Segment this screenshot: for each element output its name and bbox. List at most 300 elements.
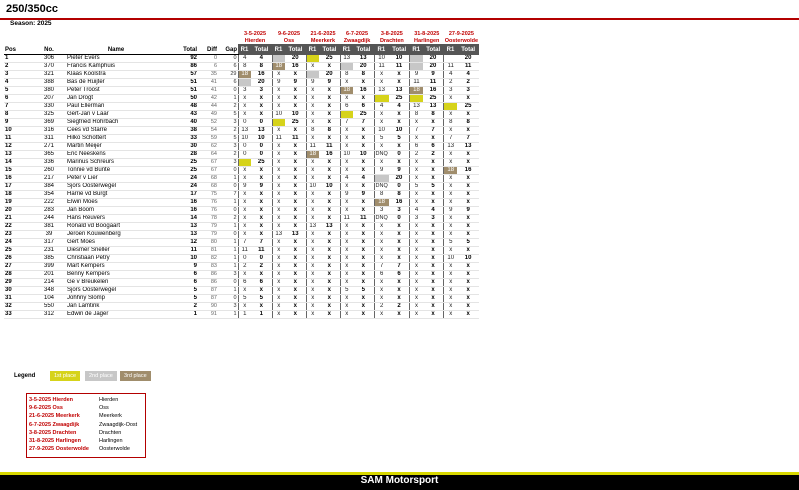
cell-name: Peter v Lier <box>66 174 166 182</box>
cell-race-total: 2 <box>389 302 410 310</box>
cell-race-points: x <box>272 198 285 206</box>
cell-race-points <box>306 70 319 78</box>
cell-race-points: x <box>340 310 353 318</box>
cell-name: Harrie vd Burgt <box>66 190 166 198</box>
cell-race-total: 10 <box>319 182 340 190</box>
cell-race-total: 9 <box>251 182 272 190</box>
cell-race-total: 25 <box>389 94 410 102</box>
cell-race-total: 16 <box>319 150 340 158</box>
cell-race-total: 6 <box>389 270 410 278</box>
cell-race-points: x <box>340 294 353 302</box>
cell-pos: 19 <box>4 198 32 206</box>
cell-race-total: 13 <box>251 126 272 134</box>
cell-race-total: 25 <box>285 118 306 126</box>
cell-number: 231 <box>32 246 66 254</box>
event-list-value: Oosterwolde <box>99 446 130 453</box>
cell-race-points: x <box>306 62 319 70</box>
cell-race-total: x <box>353 158 374 166</box>
cell-race-points: x <box>306 246 319 254</box>
cell-gap: 7 <box>218 190 238 198</box>
cell-number: 370 <box>32 62 66 70</box>
event-list-item <box>29 404 143 412</box>
cell-race-points: x <box>238 166 251 174</box>
cell-race-total: 9 <box>423 70 444 78</box>
cell-race-points: x <box>306 262 319 270</box>
event-header: 6-7-2025 Zwaagdijk <box>343 31 371 44</box>
cell-race-points <box>238 158 251 166</box>
cell-diff: 76 <box>198 206 218 214</box>
cell-race-points: x <box>238 222 251 230</box>
cell-race-total: x <box>285 158 306 166</box>
cell-race-total: 13 <box>457 142 479 150</box>
cell-race-points: x <box>272 126 285 134</box>
cell-race-points: 18 <box>340 86 353 94</box>
table-row <box>4 238 479 246</box>
footer-bar <box>0 472 799 490</box>
cell-race-points: 3 <box>410 214 423 222</box>
cell-race-total: x <box>319 206 340 214</box>
cell-name: Ge v Breukelen <box>66 278 166 286</box>
cell-race-total: x <box>285 150 306 158</box>
cell-race-points: 0 <box>238 150 251 158</box>
cell-race-points: x <box>306 166 319 174</box>
cell-race-points: 3 <box>444 86 458 94</box>
cell-gap: 3 <box>218 118 238 126</box>
cell-number: 214 <box>32 278 66 286</box>
cell-race-total: x <box>423 118 444 126</box>
cell-race-points: 4 <box>238 54 251 62</box>
cell-race-points <box>374 174 389 182</box>
cell-race-points: DNQ <box>375 214 388 221</box>
cell-total: 13 <box>166 230 198 238</box>
cell-gap: 1 <box>218 174 238 182</box>
cell-diff: 87 <box>198 294 218 302</box>
cell-race-total: x <box>285 286 306 294</box>
cell-race-points: 9 <box>374 166 389 174</box>
cell-pos: 21 <box>4 214 32 222</box>
cell-total: 43 <box>166 110 198 118</box>
cell-race-points: x <box>444 230 458 238</box>
cell-race-total: x <box>389 118 410 126</box>
cell-race-points: x <box>444 222 458 230</box>
cell-gap: 1 <box>218 262 238 270</box>
cell-race-total: 3 <box>389 206 410 214</box>
cell-name: Hans Reuvers <box>66 214 166 222</box>
cell-race-points: 11 <box>340 214 353 222</box>
cell-race-points: DNQ <box>375 182 388 189</box>
cell-name: Klaas Koolstra <box>66 70 166 78</box>
cell-race-total: 16 <box>285 62 306 70</box>
cell-name: Diesmer Sneller <box>66 246 166 254</box>
event-list-key: 27-9-2025 Oosterwolde <box>29 446 89 453</box>
cell-race-points: 4 <box>374 102 389 110</box>
cell-race-total: 8 <box>389 190 410 198</box>
cell-race-points: 7 <box>340 118 353 126</box>
cell-race-total: x <box>285 142 306 150</box>
cell-race-total: x <box>353 302 374 310</box>
cell-race-total: x <box>389 222 410 230</box>
event-list-value: Meerkerk <box>99 413 122 420</box>
cell-race-points: x <box>306 134 319 142</box>
cell-race-points: x <box>410 262 423 270</box>
cell-race-points: x <box>340 78 353 86</box>
table-row <box>4 246 479 254</box>
legend-first-place: 1st place <box>50 371 80 381</box>
cell-race-total: x <box>319 294 340 302</box>
cell-race-total: x <box>251 270 272 278</box>
cell-diff: 86 <box>198 270 218 278</box>
cell-race-points: x <box>272 294 285 302</box>
cell-race-points: x <box>340 166 353 174</box>
cell-race-total: x <box>353 310 374 318</box>
cell-race-total: x <box>319 134 340 142</box>
cell-diff: 41 <box>198 86 218 94</box>
cell-race-total: 6 <box>423 142 444 150</box>
cell-race-total: 20 <box>457 54 479 62</box>
column-header-row <box>4 44 479 54</box>
cell-race-total: x <box>457 214 479 222</box>
cell-total: 50 <box>166 94 198 102</box>
cell-race-total: x <box>319 118 340 126</box>
cell-pos: 17 <box>4 182 32 190</box>
cell-race-total: x <box>285 182 306 190</box>
cell-race-points: 4 <box>410 206 423 214</box>
cell-race-total: x <box>353 278 374 286</box>
cell-race-total: 11 <box>319 142 340 150</box>
event-header-row <box>4 28 479 44</box>
cell-total: 24 <box>166 174 198 182</box>
cell-race-points: x <box>306 118 319 126</box>
cell-race-total: x <box>285 126 306 134</box>
cell-pos: 33 <box>4 310 32 318</box>
cell-race-points: x <box>272 174 285 182</box>
cell-race-total: 25 <box>457 102 479 110</box>
cell-race-total: 9 <box>389 166 410 174</box>
cell-race-total: x <box>319 310 340 318</box>
cell-race-total: x <box>353 246 374 254</box>
cell-pos: 16 <box>4 174 32 182</box>
cell-race-points: x <box>272 254 285 262</box>
cell-pos: 7 <box>4 102 32 110</box>
cell-diff: 35 <box>198 70 218 78</box>
cell-race-points: x <box>306 302 319 310</box>
cell-name: Sjors Oosterwegel <box>66 182 166 190</box>
cell-race-points: 13 <box>444 142 458 150</box>
cell-race-total: x <box>423 198 444 206</box>
cell-number: 316 <box>32 126 66 134</box>
cell-race-total: x <box>457 278 479 286</box>
event-list-key: 21-6-2025 Meerkerk <box>29 413 80 420</box>
cell-race-total: 8 <box>353 70 374 78</box>
cell-race-points: x <box>444 286 458 294</box>
cell-number: 104 <box>32 294 66 302</box>
cell-race-points: DNQ <box>375 150 388 157</box>
cell-race-points: x <box>444 190 458 198</box>
col-r1: R1 <box>410 44 423 54</box>
cell-race-points: x <box>272 270 285 278</box>
cell-race-total: x <box>457 182 479 190</box>
event-header: 31-8-2025 Harlingen <box>414 31 440 44</box>
cell-pos: 8 <box>4 110 32 118</box>
cell-pos: 9 <box>4 118 32 126</box>
cell-race-total: x <box>285 102 306 110</box>
cell-total: 86 <box>166 62 198 70</box>
cell-diff: 49 <box>198 110 218 118</box>
cell-race-total: 7 <box>389 262 410 270</box>
cell-race-total: 0 <box>251 118 272 126</box>
cell-race-total: 5 <box>353 286 374 294</box>
cell-race-total: x <box>457 190 479 198</box>
cell-name: Christiaan Petry <box>66 254 166 262</box>
cell-race-total: x <box>423 262 444 270</box>
cell-race-total: 8 <box>251 62 272 70</box>
cell-race-points: x <box>272 94 285 102</box>
cell-gap: 1 <box>218 254 238 262</box>
cell-number: 354 <box>32 190 66 198</box>
cell-race-total: 9 <box>353 190 374 198</box>
cell-race-points: 18 <box>272 62 285 70</box>
cell-race-points: 11 <box>238 246 251 254</box>
cell-total: 24 <box>166 182 198 190</box>
cell-race-total: x <box>319 286 340 294</box>
cell-race-total: x <box>353 270 374 278</box>
cell-total: 1 <box>166 310 198 318</box>
cell-race-total: x <box>457 310 479 318</box>
cell-race-points: 11 <box>410 78 423 86</box>
cell-race-points: x <box>410 158 423 166</box>
cell-race-points: x <box>238 302 251 310</box>
cell-race-points: 18 <box>374 198 389 206</box>
cell-gap: 1 <box>218 238 238 246</box>
table-row <box>4 86 479 94</box>
cell-race-total: 20 <box>423 62 444 70</box>
cell-race-total: 2 <box>423 150 444 158</box>
cell-race-total: 11 <box>423 78 444 86</box>
cell-race-total: x <box>319 86 340 94</box>
cell-gap: 1 <box>218 94 238 102</box>
cell-race-total: x <box>285 166 306 174</box>
cell-race-total: x <box>353 222 374 230</box>
cell-race-points: 5 <box>410 182 423 190</box>
cell-race-points: x <box>444 278 458 286</box>
cell-race-total: 3 <box>423 214 444 222</box>
cell-race-total: 7 <box>251 238 272 246</box>
cell-diff: 42 <box>198 94 218 102</box>
cell-race-points: x <box>306 110 319 118</box>
col-r1: R1 <box>374 44 389 54</box>
cell-gap: 29 <box>218 70 238 78</box>
cell-race-points: x <box>374 310 389 318</box>
cell-race-total: 8 <box>319 126 340 134</box>
table-row <box>4 294 479 302</box>
table-row <box>4 190 479 198</box>
cell-race-points: 11 <box>272 134 285 142</box>
cell-race-points: x <box>272 310 285 318</box>
table-row <box>4 110 479 118</box>
cell-race-total: 10 <box>353 150 374 158</box>
cell-race-points: 18 <box>444 166 458 174</box>
cell-race-total: x <box>285 238 306 246</box>
table-row <box>4 310 479 318</box>
event-list-value: Hierden <box>99 397 119 403</box>
cell-race-points: 18 <box>238 70 251 78</box>
cell-race-points: x <box>374 222 389 230</box>
cell-race-points: x <box>306 254 319 262</box>
cell-diff: 44 <box>198 102 218 110</box>
event-header: 21-6-2025 Meerkerk <box>310 31 336 44</box>
cell-race-points: x <box>444 246 458 254</box>
cell-race-points: 9 <box>444 206 458 214</box>
cell-diff: 68 <box>198 174 218 182</box>
table-row <box>4 166 479 174</box>
cell-race-points: 13 <box>374 86 389 94</box>
cell-total: 25 <box>166 158 198 166</box>
cell-gap: 0 <box>218 182 238 190</box>
cell-race-points: x <box>272 150 285 158</box>
cell-race-total: 7 <box>353 118 374 126</box>
cell-race-points: 9 <box>340 190 353 198</box>
cell-gap: 1 <box>218 222 238 230</box>
cell-race-total: x <box>457 302 479 310</box>
cell-race-total: x <box>353 238 374 246</box>
cell-name: Jan Lamtink <box>66 302 166 310</box>
cell-diff: 91 <box>198 310 218 318</box>
cell-race-total: 4 <box>457 70 479 78</box>
cell-race-total: 7 <box>457 134 479 142</box>
cell-race-total: 10 <box>251 134 272 142</box>
cell-race-points: x <box>410 254 423 262</box>
cell-race-points: x <box>238 190 251 198</box>
cell-race-total: x <box>285 246 306 254</box>
cell-diff: 79 <box>198 230 218 238</box>
cell-race-points: x <box>374 110 389 118</box>
cell-race-total: 25 <box>423 94 444 102</box>
cell-gap: 1 <box>218 310 238 318</box>
cell-race-total: x <box>389 142 410 150</box>
cell-race-total: x <box>285 70 306 78</box>
cell-race-points: x <box>374 118 389 126</box>
cell-race-points: x <box>410 310 423 318</box>
cell-total: 6 <box>166 270 198 278</box>
cell-total: 14 <box>166 214 198 222</box>
cell-race-total: 13 <box>319 222 340 230</box>
col-race-total: Total <box>457 44 479 54</box>
cell-race-points: x <box>444 270 458 278</box>
cell-race-points <box>410 94 423 102</box>
table-row <box>4 198 479 206</box>
table-row <box>4 302 479 310</box>
cell-name: Jan Drogt <box>66 94 166 102</box>
cell-race-points: x <box>272 142 285 150</box>
cell-race-points: 4 <box>340 174 353 182</box>
cell-diff: 67 <box>198 158 218 166</box>
table-row <box>4 222 479 230</box>
cell-race-points: 4 <box>444 70 458 78</box>
cell-race-total: 5 <box>457 238 479 246</box>
standings-table <box>4 28 479 319</box>
cell-race-points <box>444 54 458 62</box>
cell-gap: 6 <box>218 78 238 86</box>
cell-race-points <box>340 110 353 118</box>
cell-race-points: x <box>340 94 353 102</box>
legend-third-place: 3rd place <box>120 371 151 381</box>
cell-race-total: x <box>251 166 272 174</box>
cell-race-points: x <box>340 246 353 254</box>
cell-race-points: 8 <box>238 62 251 70</box>
cell-diff: 83 <box>198 262 218 270</box>
cell-race-points: 8 <box>374 190 389 198</box>
cell-race-total: x <box>353 142 374 150</box>
title-bar <box>0 0 799 20</box>
cell-pos: 4 <box>4 78 32 86</box>
cell-diff: 90 <box>198 302 218 310</box>
cell-gap: 2 <box>218 214 238 222</box>
cell-race-points: x <box>340 278 353 286</box>
table-row <box>4 174 479 182</box>
cell-race-total: x <box>319 110 340 118</box>
cell-race-points: 9 <box>306 78 319 86</box>
cell-number: 325 <box>32 110 66 118</box>
col-total: Total <box>166 44 198 54</box>
event-list-value: Drachten <box>99 429 122 436</box>
cell-race-total: 0 <box>389 214 410 222</box>
cell-race-points: 13 <box>238 126 251 134</box>
cell-race-points: x <box>238 102 251 110</box>
event-list-item <box>29 396 143 404</box>
cell-race-total: x <box>285 198 306 206</box>
col-race-total: Total <box>353 44 374 54</box>
cell-race-points: x <box>306 86 319 94</box>
cell-race-points: 11 <box>306 142 319 150</box>
cell-number: 217 <box>32 174 66 182</box>
cell-race-points: 1 <box>238 310 251 318</box>
cell-race-points: x <box>340 158 353 166</box>
cell-gap: 5 <box>218 134 238 142</box>
event-list-key: 3-5-2025 Hierden <box>29 397 74 403</box>
cell-diff: 41 <box>198 78 218 86</box>
cell-race-total: 1 <box>251 310 272 318</box>
cell-pos: 5 <box>4 86 32 94</box>
cell-race-points: x <box>272 190 285 198</box>
table-row <box>4 94 479 102</box>
cell-pos: 20 <box>4 206 32 214</box>
cell-race-total: 3 <box>457 86 479 94</box>
cell-pos: 23 <box>4 230 32 238</box>
cell-race-points: 13 <box>410 102 423 110</box>
cell-race-points: 10 <box>374 126 389 134</box>
cell-race-points: x <box>444 110 458 118</box>
cell-name: Ronald vd Boogaart <box>66 222 166 230</box>
cell-race-points: x <box>306 294 319 302</box>
cell-race-points: x <box>238 206 251 214</box>
cell-total: 51 <box>166 86 198 94</box>
cell-race-total: x <box>285 262 306 270</box>
cell-name: Johhny Slomp <box>66 294 166 302</box>
cell-race-total: x <box>389 294 410 302</box>
cell-race-total: 11 <box>457 62 479 70</box>
table-row <box>4 102 479 110</box>
cell-race-points: 5 <box>374 134 389 142</box>
col-r1: R1 <box>444 44 458 54</box>
cell-race-total: 8 <box>457 118 479 126</box>
cell-race-total: x <box>285 222 306 230</box>
cell-pos: 15 <box>4 166 32 174</box>
cell-pos: 1 <box>4 54 32 62</box>
cell-race-points: 0 <box>238 254 251 262</box>
col-gap: Gap <box>218 44 238 54</box>
cell-race-total: x <box>389 70 410 78</box>
col-name: Name <box>66 44 166 54</box>
